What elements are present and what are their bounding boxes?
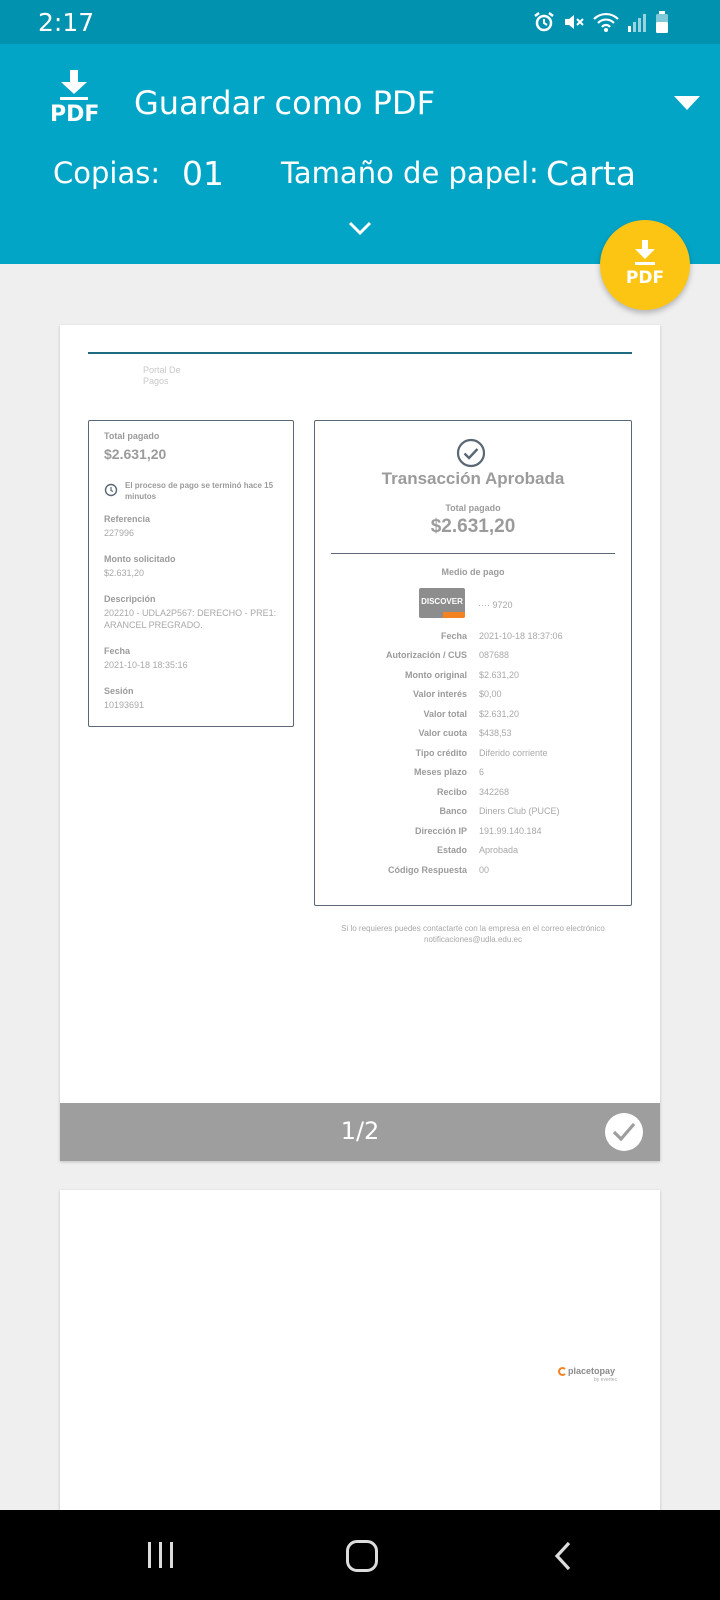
detail-value: $438,53 bbox=[479, 728, 512, 738]
detail-row bbox=[315, 845, 631, 857]
placetopay-logo bbox=[558, 1366, 628, 1388]
detail-row bbox=[315, 865, 631, 877]
copies-label: Copias: bbox=[53, 156, 161, 190]
reference-label: Referencia bbox=[104, 514, 151, 524]
detail-row bbox=[315, 787, 631, 799]
mute-icon bbox=[562, 10, 586, 34]
detail-label: Banco bbox=[439, 806, 467, 816]
page-preview-1[interactable] bbox=[60, 325, 660, 1161]
card-last-digits: ···· 9720 bbox=[478, 600, 513, 610]
portal-label: Portal De Pagos bbox=[143, 365, 181, 386]
total-paid-value: $2.631,20 bbox=[104, 446, 167, 462]
detail-row bbox=[315, 631, 631, 643]
detail-value: $2.631,20 bbox=[479, 709, 520, 719]
detail-label: Valor cuota bbox=[418, 728, 467, 738]
pdf-logo-text: PDF bbox=[50, 102, 100, 127]
home-icon[interactable] bbox=[346, 1540, 378, 1572]
alarm-icon bbox=[532, 10, 556, 34]
chevron-down-icon[interactable] bbox=[347, 220, 373, 236]
placetopay-sub: by evertec bbox=[594, 1377, 618, 1383]
requested-amount-value: $2.631,20 bbox=[104, 568, 145, 578]
placetopay-brand: placetopay bbox=[568, 1366, 616, 1376]
detail-value: 6 bbox=[479, 767, 485, 777]
process-note: El proceso de pago se terminó hace 15 minutos bbox=[125, 481, 274, 501]
detail-label: Monto original bbox=[405, 670, 467, 680]
status-icons bbox=[532, 10, 670, 34]
page-header-line bbox=[88, 352, 632, 354]
paper-size-label: Tamaño de papel: bbox=[281, 156, 539, 190]
date-value: 2021-10-18 18:35:16 bbox=[104, 660, 188, 670]
detail-row bbox=[315, 748, 631, 760]
total-paid-label: Total pagado bbox=[104, 431, 160, 441]
detail-value: 2021-10-18 18:37:06 bbox=[479, 631, 563, 641]
detail-value: 342268 bbox=[479, 787, 510, 797]
description-value: 202210 - UDLA2P567: DERECHO - PRE1: ARANCEL PREGRADO. bbox=[104, 608, 277, 630]
detail-row bbox=[315, 709, 631, 721]
payment-summary-card bbox=[88, 420, 294, 727]
card-logo-stripe bbox=[443, 612, 465, 618]
paper-size-value[interactable]: Carta bbox=[546, 154, 636, 193]
detail-label: Dirección IP bbox=[414, 826, 467, 836]
page-footer bbox=[60, 1103, 660, 1161]
detail-row bbox=[315, 650, 631, 662]
discover-card-logo bbox=[419, 588, 465, 618]
status-time: 2:17 bbox=[38, 8, 95, 37]
detail-row bbox=[315, 826, 631, 838]
transaction-title: Transacción Aprobada bbox=[381, 469, 565, 488]
detail-value: Diferido corriente bbox=[479, 748, 548, 758]
page-number: 1/2 bbox=[340, 1117, 380, 1145]
detail-row bbox=[315, 767, 631, 779]
pdf-download-icon bbox=[50, 70, 98, 128]
pdf-download-icon bbox=[625, 240, 665, 288]
detail-label: Recibo bbox=[436, 787, 467, 797]
detail-value: 00 bbox=[479, 865, 490, 875]
check-icon bbox=[612, 1121, 636, 1143]
detail-label: Fecha bbox=[440, 631, 467, 641]
wifi-icon bbox=[592, 10, 620, 34]
transaction-card bbox=[314, 420, 632, 906]
recent-apps-icon[interactable] bbox=[145, 1540, 177, 1570]
page-select-checkbox[interactable] bbox=[605, 1113, 643, 1151]
detail-label: Autorización / CUS bbox=[385, 650, 467, 660]
detail-row bbox=[315, 806, 631, 818]
status-bar bbox=[0, 0, 720, 44]
print-options-header bbox=[0, 44, 720, 264]
printer-selector[interactable]: Guardar como PDF bbox=[134, 84, 435, 122]
dropdown-arrow-icon[interactable] bbox=[674, 96, 700, 110]
detail-row bbox=[315, 670, 631, 682]
requested-amount-label: Monto solicitado bbox=[104, 554, 176, 564]
detail-label: Código Respuesta bbox=[387, 865, 467, 875]
download-pdf-button[interactable] bbox=[600, 220, 690, 310]
page-preview-2[interactable] bbox=[60, 1190, 660, 1510]
detail-label: Valor interés bbox=[412, 689, 467, 699]
clock-icon bbox=[104, 483, 118, 497]
transaction-total-value: $2.631,20 bbox=[430, 516, 516, 537]
detail-value: Aprobada bbox=[479, 845, 519, 855]
back-icon[interactable] bbox=[553, 1540, 573, 1572]
fab-label: PDF bbox=[625, 268, 665, 288]
session-value: 10193691 bbox=[104, 700, 145, 710]
transaction-total-label: Total pagado bbox=[445, 503, 501, 513]
detail-row bbox=[315, 689, 631, 701]
detail-row bbox=[315, 728, 631, 740]
description-label: Descripción bbox=[104, 594, 156, 604]
session-label: Sesión bbox=[104, 686, 134, 696]
card-brand: DISCOVER bbox=[421, 597, 463, 606]
payment-method-label: Medio de pago bbox=[441, 567, 505, 577]
detail-label: Tipo crédito bbox=[415, 748, 467, 758]
detail-value: $0,00 bbox=[479, 689, 502, 699]
detail-value: $2.631,20 bbox=[479, 670, 520, 680]
signal-icon bbox=[626, 10, 648, 34]
contact-note: Si lo requieres puedes contactarte con la empresa en el correo electrónico notificaciones@udla.edu.ec bbox=[341, 924, 605, 944]
detail-value: 191.99.140.184 bbox=[479, 826, 542, 836]
detail-label: Valor total bbox=[423, 709, 467, 719]
navigation-bar bbox=[0, 1510, 720, 1600]
detail-label: Meses plazo bbox=[413, 767, 467, 777]
detail-value: Diners Club (PUCE) bbox=[479, 806, 560, 816]
detail-label: Estado bbox=[436, 845, 467, 855]
check-circle-icon bbox=[456, 438, 486, 468]
reference-value: 227996 bbox=[104, 528, 135, 538]
battery-icon bbox=[654, 10, 670, 34]
date-label: Fecha bbox=[104, 646, 131, 656]
copies-value[interactable]: 01 bbox=[182, 154, 224, 193]
divider bbox=[331, 553, 615, 554]
detail-value: 087688 bbox=[479, 650, 510, 660]
placetopay-mark bbox=[558, 1367, 567, 1376]
